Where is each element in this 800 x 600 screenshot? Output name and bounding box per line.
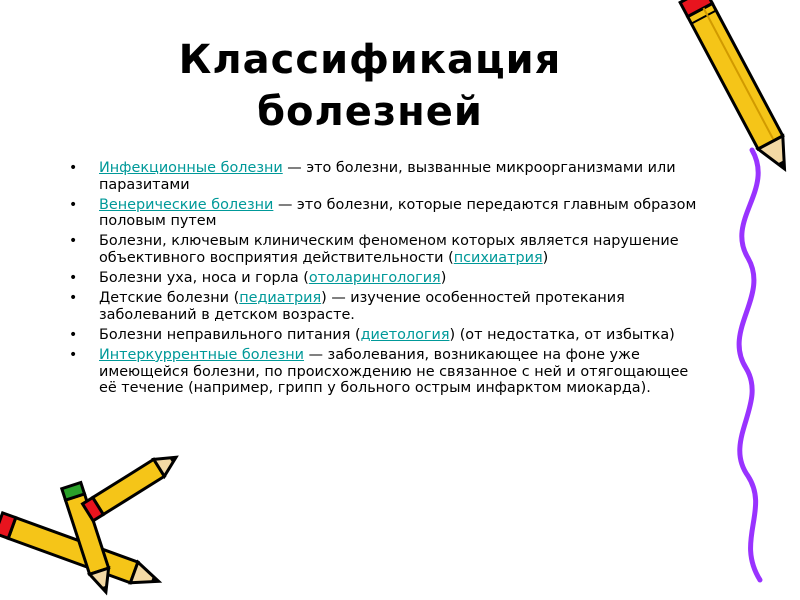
list-item-ent: • Болезни уха, носа и горла (отоларингология) bbox=[68, 270, 708, 287]
link-psychiatry[interactable]: психиатрия bbox=[453, 249, 543, 266]
slide-title bbox=[110, 34, 630, 138]
link-intercurrent-diseases[interactable]: Интеркуррентные болезни bbox=[99, 346, 305, 363]
list-item-intercurrent: • Интеркуррентные болезни — заболевания, возникающее на фоне уже имеющейся болезни, по происхождению не связанное с ней и отягощающее её течение (например, грипп у больного острым инфарктом миокарда). bbox=[68, 347, 708, 397]
list-item-pediatrics: • Детские болезни (педиатрия) — изучение особенностей протекания заболеваний в детском возрасте. bbox=[68, 290, 708, 323]
list-item-venereal: • Венерические болезни — это болезни, которые передаются главным образом половым путем bbox=[68, 197, 708, 230]
link-pediatrics[interactable]: педиатрия bbox=[239, 290, 322, 307]
classification-list bbox=[68, 160, 708, 400]
link-dietology[interactable]: диетология bbox=[360, 326, 450, 343]
list-item-nutrition: • Болезни неправильного питания (диетология) (от недостатка, от избытка) bbox=[68, 327, 708, 344]
link-otolaryngology[interactable]: отоларингология bbox=[308, 270, 441, 287]
link-infectious-diseases[interactable]: Инфекционные болезни bbox=[99, 160, 283, 176]
slide-title-line-2: болезней bbox=[257, 89, 483, 135]
list-item-infectious: • Инфекционные болезни — это болезни, вызванные микроорганизмами или паразитами bbox=[68, 160, 708, 193]
link-venereal-diseases[interactable]: Венерические болезни bbox=[99, 196, 274, 213]
slide-title-line-1: Классификация bbox=[178, 37, 562, 83]
list-item-psychiatry: • Болезни, ключевым клиническим феноменом которых является нарушение объективного восприятия действительности (психиатрия) bbox=[68, 233, 708, 266]
